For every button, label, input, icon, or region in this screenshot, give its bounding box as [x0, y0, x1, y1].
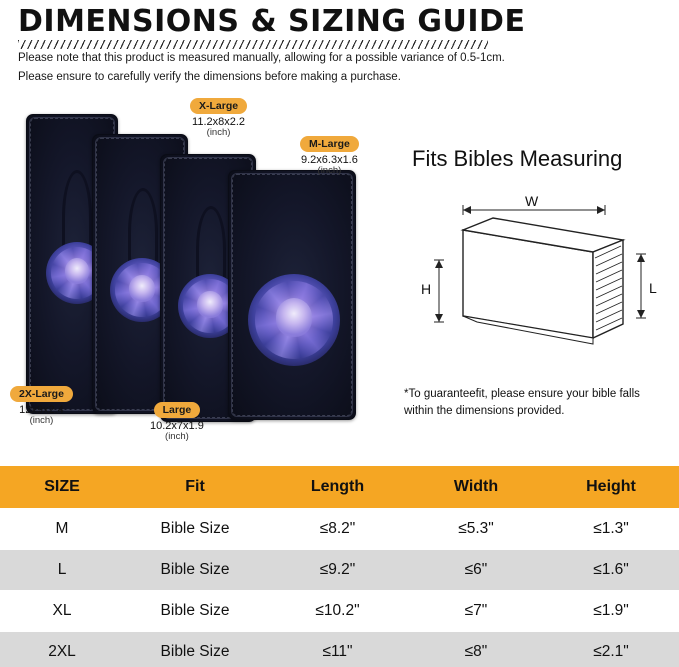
callout-mlarge-unit: (inch) — [317, 165, 342, 176]
fits-bibles-heading: Fits Bibles Measuring — [412, 146, 623, 171]
header-width: Width — [453, 478, 499, 495]
callout-xlarge-dims: 11.2x8x2.2 — [192, 116, 246, 128]
table-row — [0, 550, 679, 590]
cell-height: ≤1.6" — [593, 561, 629, 578]
cell-height: ≤1.3" — [593, 520, 629, 537]
cell-size: XL — [52, 602, 72, 619]
header-fit: Fit — [185, 478, 205, 495]
cell-length: ≤10.2" — [315, 602, 360, 619]
cell-fit: Bible Size — [160, 561, 230, 578]
callout-2xlarge — [10, 384, 73, 426]
note-line-2: Please ensure to carefully verify the dimensions before making a purchase. — [18, 71, 401, 83]
diagram-length-label: L — [649, 280, 657, 296]
hatched-divider — [18, 40, 488, 49]
callout-large — [150, 400, 204, 442]
callout-xlarge-unit: (inch) — [206, 127, 231, 138]
cell-size: 2XL — [48, 643, 76, 660]
book-diagram-svg — [415, 196, 665, 366]
callout-large-unit: (inch) — [165, 431, 189, 442]
fit-footnote: *To guaranteefit, please ensure your bible falls within the dimensions provided. — [404, 388, 640, 417]
callout-2xlarge-unit: (inch) — [29, 415, 54, 426]
cell-width: ≤5.3" — [458, 520, 494, 537]
cell-size: L — [57, 561, 67, 578]
cell-width: ≤6" — [464, 561, 488, 578]
table-row — [0, 632, 679, 667]
cell-width: ≤8" — [464, 643, 488, 660]
cell-height: ≤1.9" — [593, 602, 629, 619]
callout-mlarge-label: M-Large — [300, 136, 359, 152]
table-header-row — [0, 466, 679, 508]
cell-length: ≤11" — [322, 643, 353, 660]
table-row — [0, 509, 679, 549]
table-row — [0, 591, 679, 631]
cell-height: ≤2.1" — [593, 643, 629, 660]
callout-mlarge — [300, 134, 359, 176]
callout-large-dims: 10.2x7x1.9 — [150, 420, 204, 432]
cell-fit: Bible Size — [160, 602, 230, 619]
bible-measurement-diagram — [415, 193, 665, 366]
cell-size: M — [55, 520, 69, 537]
size-table — [0, 466, 679, 667]
callout-large-label: Large — [154, 402, 201, 418]
note-line-1: Please note that this product is measured manually, allowing for a possible variance of 0.5-1cm. — [18, 52, 505, 64]
callout-2xlarge-label: 2X-Large — [10, 386, 73, 402]
cell-width: ≤7" — [464, 602, 488, 619]
header-height: Height — [586, 478, 636, 495]
diagram-height-label: H — [421, 281, 432, 297]
cell-length: ≤8.2" — [319, 520, 356, 537]
header-size: SIZE — [44, 478, 80, 495]
callout-mlarge-dims: 9.2x6.3x1.6 — [300, 154, 358, 166]
cell-fit: Bible Size — [160, 643, 230, 660]
flower-print-mlarge — [248, 274, 340, 366]
page-title: DIMENSIONS & SIZING GUIDE — [18, 4, 526, 39]
callout-2xlarge-dims: 12x9x2.4 — [19, 404, 64, 416]
cell-length: ≤9.2" — [319, 561, 356, 578]
diagram-width-label: W — [525, 193, 539, 209]
header-length: Length — [310, 478, 365, 495]
callout-xlarge-label: X-Large — [190, 98, 247, 114]
cell-fit: Bible Size — [160, 520, 230, 537]
callout-xlarge — [190, 96, 247, 138]
